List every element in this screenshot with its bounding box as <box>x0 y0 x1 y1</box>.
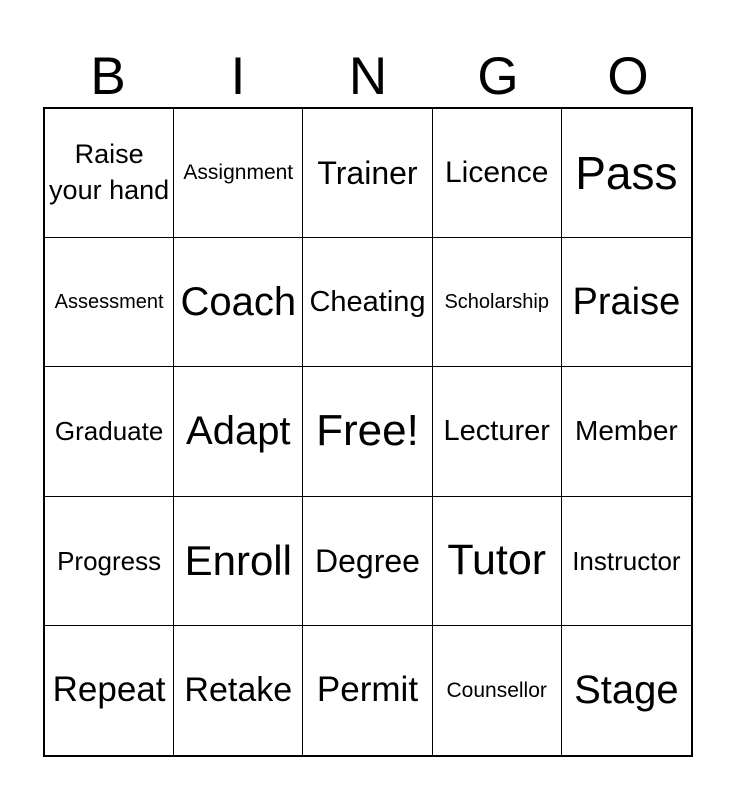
bingo-cell-r1c3[interactable]: Trainer <box>303 109 432 238</box>
bingo-cell-r5c4[interactable]: Counsellor <box>433 626 562 755</box>
bingo-cell-r4c3[interactable]: Degree <box>303 497 432 626</box>
bingo-cell-r2c1[interactable]: Assessment <box>45 238 174 367</box>
bingo-letter-o: O <box>607 47 649 106</box>
bingo-letter-g: G <box>477 47 519 106</box>
bingo-cell-r3c4[interactable]: Lecturer <box>433 367 562 496</box>
bingo-letter-n: N <box>348 47 388 106</box>
bingo-title <box>43 0 693 107</box>
bingo-cell-r1c5[interactable]: Pass <box>562 109 691 238</box>
bingo-grid <box>43 107 693 757</box>
bingo-cell-r4c4[interactable]: Tutor <box>433 497 562 626</box>
bingo-cell-r3c1[interactable]: Graduate <box>45 367 174 496</box>
bingo-cell-r2c3[interactable]: Cheating <box>303 238 432 367</box>
bingo-cell-r2c5[interactable]: Praise <box>562 238 691 367</box>
bingo-cell-r1c4[interactable]: Licence <box>433 109 562 238</box>
bingo-cell-r1c1[interactable]: Raise your hand <box>45 109 174 238</box>
bingo-cell-r5c1[interactable]: Repeat <box>45 626 174 755</box>
bingo-cell-r3c2[interactable]: Adapt <box>174 367 303 496</box>
bingo-cell-r2c2[interactable]: Coach <box>174 238 303 367</box>
bingo-cell-r3c5[interactable]: Member <box>562 367 691 496</box>
bingo-letter-i: I <box>230 47 246 106</box>
bingo-cell-r5c3[interactable]: Permit <box>303 626 432 755</box>
bingo-cell-r1c2[interactable]: Assignment <box>174 109 303 238</box>
bingo-card <box>43 0 693 757</box>
bingo-cell-r4c1[interactable]: Progress <box>45 497 174 626</box>
bingo-cell-r5c5[interactable]: Stage <box>562 626 691 755</box>
bingo-cell-r5c2[interactable]: Retake <box>174 626 303 755</box>
bingo-cell-r2c4[interactable]: Scholarship <box>433 238 562 367</box>
bingo-letter-b: B <box>90 47 126 106</box>
bingo-cell-r4c5[interactable]: Instructor <box>562 497 691 626</box>
bingo-cell-r4c2[interactable]: Enroll <box>174 497 303 626</box>
bingo-cell-free-space[interactable]: Free! <box>303 367 432 496</box>
